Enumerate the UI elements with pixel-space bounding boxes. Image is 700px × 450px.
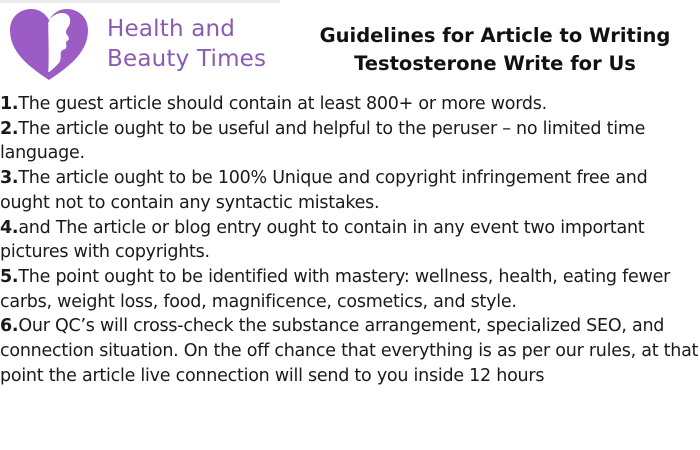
logo-line-1: Health and bbox=[107, 16, 236, 42]
guidelines-list bbox=[0, 92, 700, 388]
list-item bbox=[0, 92, 700, 117]
item-text: The guest article should contain at least 800+ or more words. bbox=[18, 94, 547, 114]
title-line-2: Testosterone Write for Us bbox=[354, 52, 636, 75]
item-number: 5. bbox=[0, 266, 19, 287]
item-text: and The article or blog entry ought to contain in any event two important pictures with copyrights. bbox=[0, 217, 645, 263]
item-number: 2. bbox=[0, 118, 19, 139]
item-text: The article ought to be useful and helpful to the peruser – no limited time language. bbox=[0, 118, 646, 164]
logo-top-border bbox=[0, 0, 280, 3]
item-number: 3. bbox=[0, 168, 19, 189]
logo-wordmark bbox=[107, 14, 282, 74]
item-number: 1. bbox=[0, 94, 19, 114]
list-item bbox=[0, 166, 700, 215]
list-item bbox=[0, 265, 700, 314]
item-text: Our QC’s will cross-check the substance arrangement, specialized SEO, and connection situation. On the off chance that everything is as per our rules, at that point the article live connection will send to you inside 12 hours bbox=[0, 316, 699, 386]
logo-line-2: Beauty Times bbox=[107, 46, 267, 72]
item-text: The point ought to be identified with mastery: wellness, health, eating fewer carbs, weight loss, food, magnificence, cosmetics, and style. bbox=[0, 266, 671, 312]
list-item bbox=[0, 216, 700, 265]
site-logo[interactable] bbox=[0, 0, 280, 88]
item-number: 4. bbox=[0, 217, 19, 238]
header bbox=[0, 0, 700, 92]
item-number: 6. bbox=[0, 316, 19, 337]
title-line-1: Guidelines for Article to Writing bbox=[319, 24, 671, 47]
list-item bbox=[0, 314, 700, 388]
page-title bbox=[290, 22, 700, 78]
heart-face-logo-icon bbox=[8, 8, 90, 82]
list-item bbox=[0, 117, 700, 166]
item-text: The article ought to be 100% Unique and copyright infringement free and ought not to contain any syntactic mistakes. bbox=[0, 168, 648, 213]
